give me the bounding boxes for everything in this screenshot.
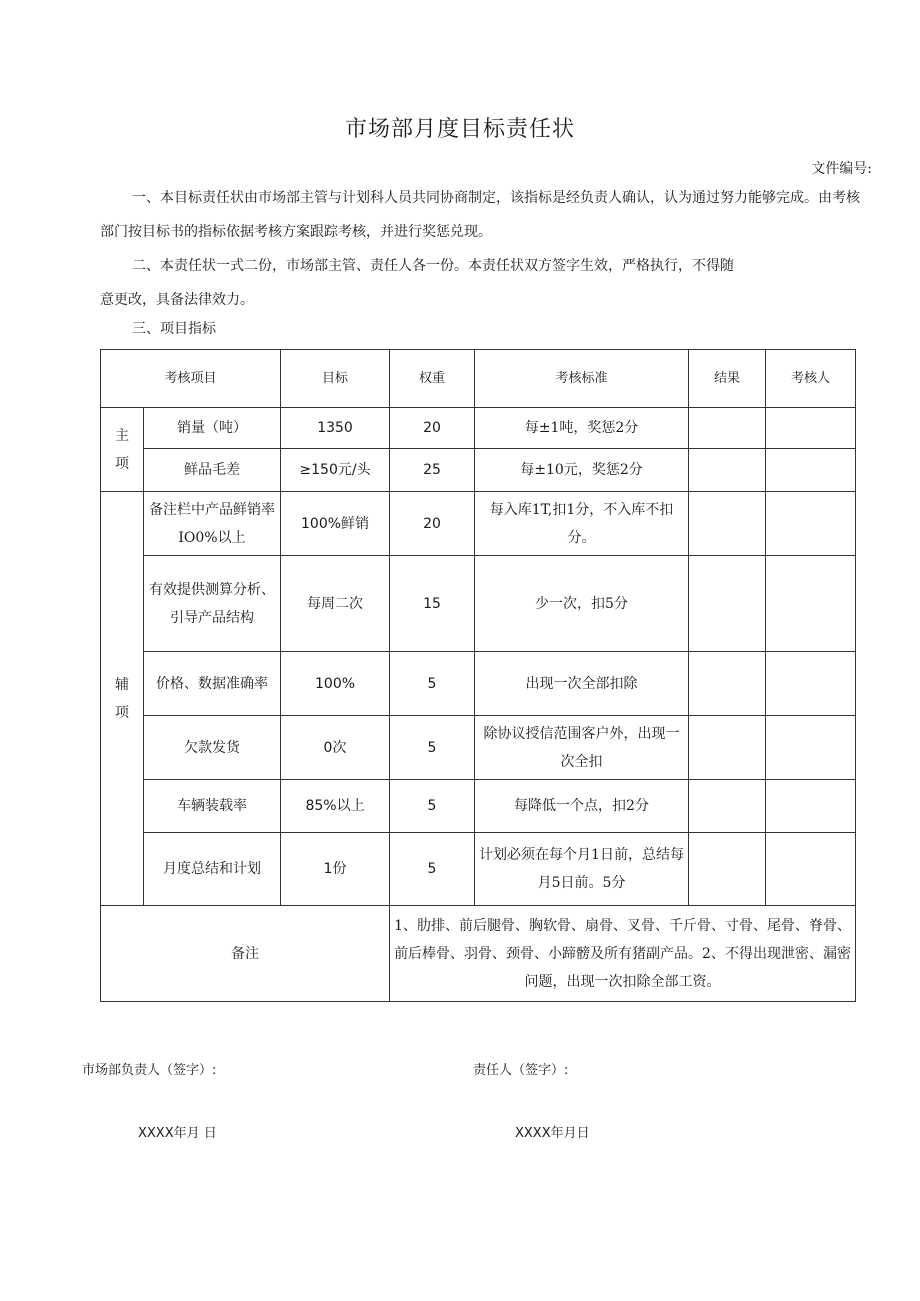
row-item: 欠款发货 — [144, 716, 281, 780]
paragraph-3: 三、项目指标 — [132, 321, 216, 337]
paragraph-2 — [100, 249, 870, 317]
row-standard: 每±10元，奖惩2分 — [475, 449, 689, 492]
table-row — [101, 449, 856, 492]
row-result — [689, 408, 766, 449]
assessment-table — [100, 349, 856, 1002]
department-head-signature-label: 市场部负责人（签字）: — [82, 1063, 217, 1078]
row-standard: 计划必须在每个月1日前，总结每月5日前。5分 — [475, 833, 689, 906]
row-target: 85%以上 — [281, 780, 390, 833]
row-target: 100%鲜销 — [281, 492, 390, 556]
table-row — [101, 408, 856, 449]
row-standard: 每入库1T,扣1分，不入库不扣分。 — [475, 492, 689, 556]
group-main-label: 主项 — [101, 408, 144, 492]
table-row — [101, 833, 856, 906]
table-row — [101, 652, 856, 716]
header-result: 结果 — [689, 350, 766, 408]
row-assessor — [766, 556, 856, 652]
row-target: ≥150元/头 — [281, 449, 390, 492]
table-header-row — [101, 350, 856, 408]
notes-text: 1、肋排、前后腿骨、胸软骨、扇骨、叉骨、千斤骨、寸骨、尾骨、脊骨、前后棒骨、羽骨、颈骨、小蹄髈及所有猪副产品。2、不得出现泄密、漏密问题，出现一次扣除全部工资。 — [390, 906, 856, 1002]
row-assessor — [766, 833, 856, 906]
row-result — [689, 449, 766, 492]
row-weight: 25 — [390, 449, 475, 492]
row-item: 价格、数据准确率 — [144, 652, 281, 716]
row-item: 车辆装载率 — [144, 780, 281, 833]
header-target: 目标 — [281, 350, 390, 408]
row-standard: 每降低一个点，扣2分 — [475, 780, 689, 833]
table-row — [101, 556, 856, 652]
row-weight: 20 — [390, 408, 475, 449]
row-assessor — [766, 492, 856, 556]
header-item: 考核项目 — [101, 350, 281, 408]
group-aux-label: 辅项 — [101, 492, 144, 906]
row-assessor — [766, 780, 856, 833]
row-result — [689, 833, 766, 906]
row-item: 有效提供测算分析、引导产品结构 — [144, 556, 281, 652]
paragraph-2-line-1: 二、本责任状一式二份，市场部主管、责任人各一份。本责任状双方签字生效，严格执行，不得随 — [132, 258, 734, 274]
row-standard: 出现一次全部扣除 — [475, 652, 689, 716]
row-item: 销量（吨） — [144, 408, 281, 449]
header-weight: 权重 — [390, 350, 475, 408]
row-target: 0次 — [281, 716, 390, 780]
row-result — [689, 716, 766, 780]
table-row — [101, 492, 856, 556]
document-title: 市场部月度目标责任状 — [344, 117, 575, 142]
row-result — [689, 492, 766, 556]
row-target: 1350 — [281, 408, 390, 449]
notes-label: 备注 — [101, 906, 390, 1002]
row-weight: 5 — [390, 652, 475, 716]
row-weight: 5 — [390, 780, 475, 833]
row-result — [689, 556, 766, 652]
department-head-date: XXXX年月 日 — [138, 1126, 217, 1141]
row-standard: 少一次，扣5分 — [475, 556, 689, 652]
paragraph-2-line-2: 意更改，具备法律效力。 — [100, 292, 254, 308]
row-assessor — [766, 716, 856, 780]
header-standard: 考核标准 — [475, 350, 689, 408]
header-assessor: 考核人 — [766, 350, 856, 408]
row-target: 100% — [281, 652, 390, 716]
row-standard: 每±1吨，奖惩2分 — [475, 408, 689, 449]
row-assessor — [766, 652, 856, 716]
row-standard: 除协议授信范围客户外，出现一次全扣 — [475, 716, 689, 780]
row-target: 1份 — [281, 833, 390, 906]
row-result — [689, 780, 766, 833]
row-weight: 20 — [390, 492, 475, 556]
table-row — [101, 780, 856, 833]
row-item: 备注栏中产品鲜销率IO0%以上 — [144, 492, 281, 556]
row-assessor — [766, 408, 856, 449]
row-item: 鲜品毛差 — [144, 449, 281, 492]
row-result — [689, 652, 766, 716]
table-row — [101, 716, 856, 780]
row-weight: 5 — [390, 716, 475, 780]
row-assessor — [766, 449, 856, 492]
notes-row — [101, 906, 856, 1002]
row-target: 每周二次 — [281, 556, 390, 652]
row-weight: 15 — [390, 556, 475, 652]
row-weight: 5 — [390, 833, 475, 906]
row-item: 月度总结和计划 — [144, 833, 281, 906]
responsible-person-signature-label: 责任人（签字）: — [473, 1063, 569, 1078]
file-number-label: 文件编号: — [811, 161, 872, 177]
paragraph-1: 一、本目标责任状由市场部主管与计划科人员共同协商制定，该指标是经负责人确认，认为通过努力能够完成。由考核部门按目标书的指标依据考核方案跟踪考核，并进行奖惩兑现。 — [100, 190, 860, 240]
responsible-person-date: XXXX年月日 — [515, 1126, 590, 1141]
